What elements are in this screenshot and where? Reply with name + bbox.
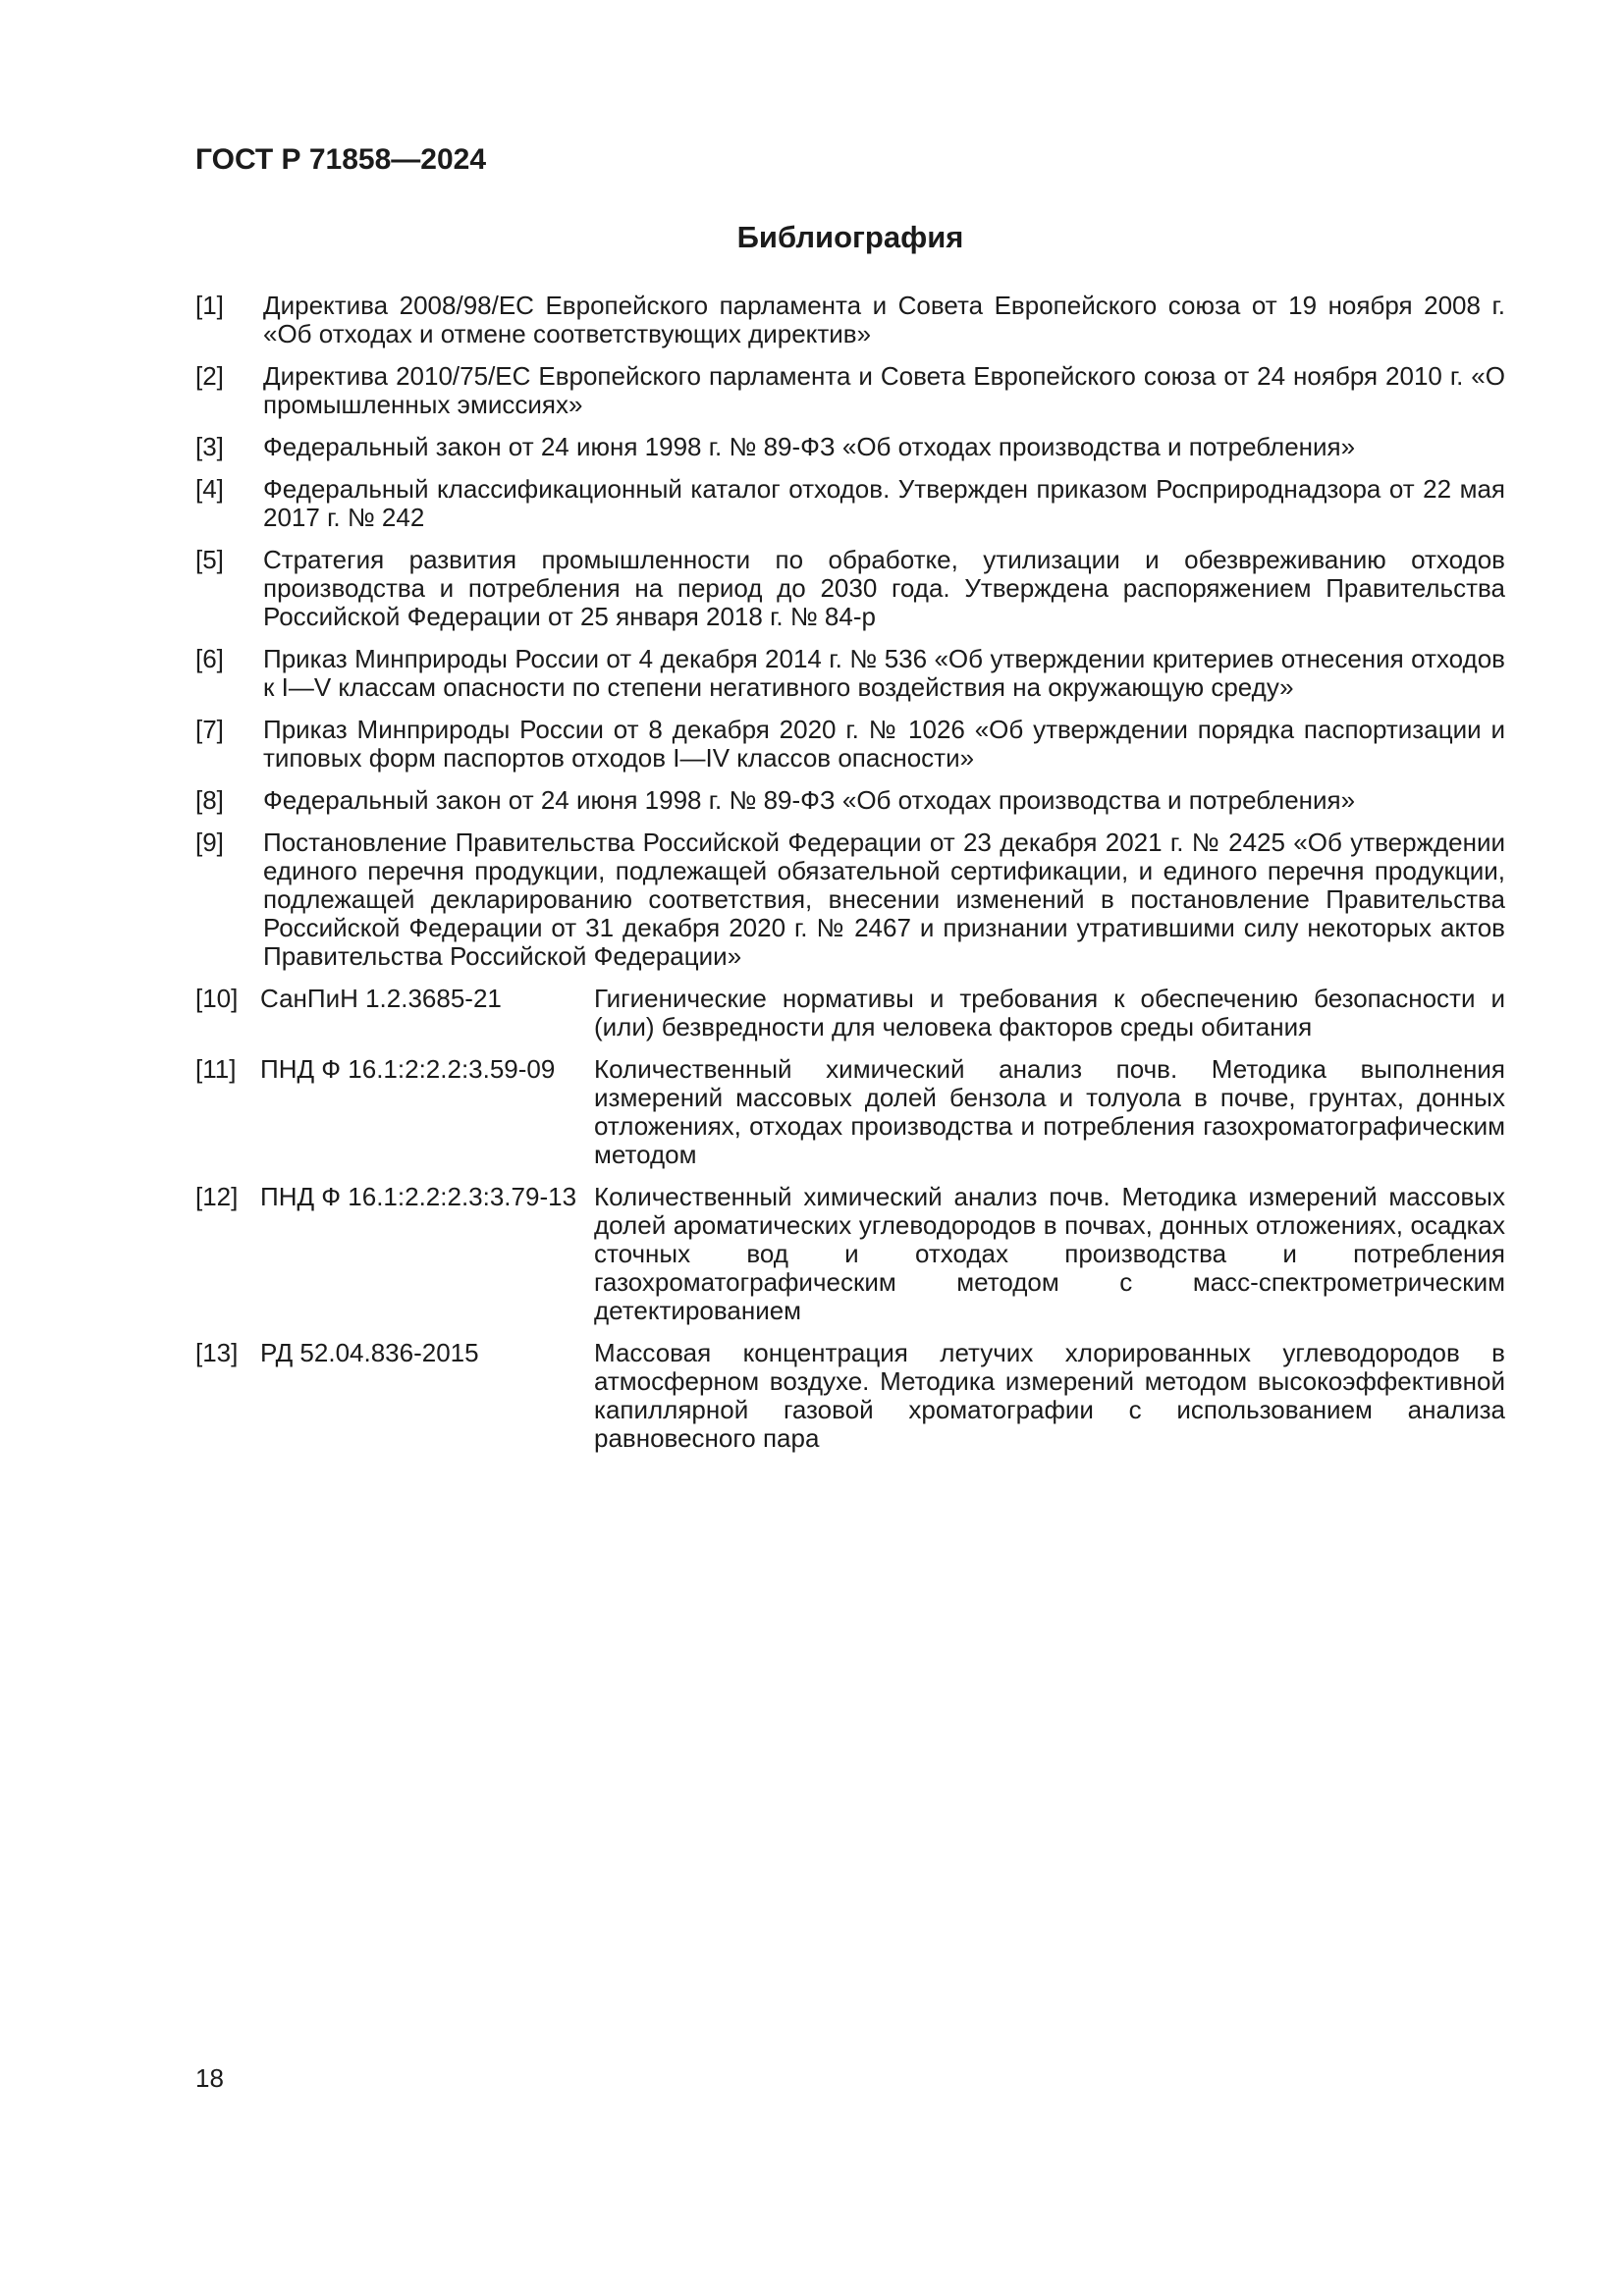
- item-designation: ПНД Ф 16.1:2:2.2:3.59-09: [260, 1054, 556, 1084]
- item-text: Количественный химический анализ почв. Методика измерений массовых долей ароматических углеводородов в почвах, донных отложениях, осадках сточных вод и отходах производства и потребления газохроматографическим методом с масс-спектрометрическим детектированием: [594, 1182, 1505, 1325]
- item-number: [13]: [195, 1338, 239, 1367]
- item-number: [3]: [195, 432, 224, 461]
- item-designation: СанПиН 1.2.3685-21: [260, 984, 502, 1013]
- item-number: [7]: [195, 715, 224, 744]
- item-text: Федеральный закон от 24 июня 1998 г. № 89-ФЗ «Об отходах производства и потребления»: [263, 432, 1356, 461]
- item-number: [1]: [195, 291, 224, 320]
- bibliography-item: [195, 546, 1505, 631]
- item-number: [5]: [195, 545, 224, 574]
- item-designation: ПНД Ф 16.1:2.2:2.3:3.79-13: [260, 1182, 577, 1211]
- bibliography-list: [195, 292, 1505, 1453]
- document-header: ГОСТ Р 71858—2024: [195, 143, 487, 176]
- item-text: Приказ Минприроды России от 4 декабря 2014 г. № 536 «Об утверждении критериев отнесения отходов к I—V классам опасности по степени негативного воздействия на окружающую среду»: [263, 644, 1505, 702]
- bibliography-item: [195, 1055, 1505, 1169]
- item-text: Стратегия развития промышленности по обработке, утилизации и обезвреживанию отходов производства и потребления на период до 2030 года. Утверждена распоряжением Правительства Российской Федерации от 25 января 2018 г. № 84-р: [263, 545, 1505, 631]
- bibliography-item: [195, 645, 1505, 702]
- item-number: [12]: [195, 1182, 239, 1211]
- bibliography-item: [195, 786, 1505, 815]
- bibliography-item: [195, 362, 1505, 419]
- bibliography-item: [195, 1339, 1505, 1453]
- item-designation: РД 52.04.836-2015: [260, 1338, 479, 1367]
- bibliography-item: [195, 828, 1505, 971]
- page-title: Библиография: [736, 220, 964, 254]
- bibliography-item: [195, 716, 1505, 773]
- item-number: [4]: [195, 474, 224, 504]
- item-text: Директива 2010/75/ЕС Европейского парламента и Совета Европейского союза от 24 ноября 2010 г. «О промышленных эмиссиях»: [263, 361, 1505, 419]
- item-text: Массовая концентрация летучих хлорированных углеводородов в атмосферном воздухе. Методика измерений методом высокоэффективной капиллярной газовой хроматографии с использованием анализа равновесного пара: [594, 1338, 1505, 1453]
- item-text: Директива 2008/98/ЕС Европейского парламента и Совета Европейского союза от 19 ноября 2008 г. «Об отходах и отмене соответствующих директив»: [263, 291, 1505, 348]
- item-text: Федеральный закон от 24 июня 1998 г. № 89-ФЗ «Об отходах производства и потребления»: [263, 785, 1356, 815]
- item-number: [8]: [195, 785, 224, 815]
- item-text: Гигиенические нормативы и требования к обеспечению безопасности и (или) безвредности для человека факторов среды обитания: [594, 984, 1505, 1041]
- item-text: Приказ Минприроды России от 8 декабря 2020 г. № 1026 «Об утверждении порядка паспортизации и типовых форм паспортов отходов I—IV классов опасности»: [263, 715, 1505, 773]
- bibliography-item: [195, 985, 1505, 1041]
- item-number: [2]: [195, 361, 224, 391]
- item-number: [6]: [195, 644, 224, 673]
- bibliography-item: [195, 433, 1505, 461]
- bibliography-item: [195, 1183, 1505, 1325]
- bibliography-item: [195, 475, 1505, 532]
- item-number: [11]: [195, 1054, 237, 1084]
- item-text: Постановление Правительства Российской Федерации от 23 декабря 2021 г. № 2425 «Об утверждении единого перечня продукции, подлежащей обязательной сертификации, и единого перечня продукции, подлежащей декларированию соответствия, внесении изменений в постановление Правительства Российской Федерации от 31 декабря 2020 г. № 2467 и признании утратившими силу некоторых актов Правительства Российской Федерации»: [263, 828, 1505, 971]
- item-text: Федеральный классификационный каталог отходов. Утвержден приказом Росприроднадзора от 22 мая 2017 г. № 242: [263, 474, 1505, 532]
- item-text: Количественный химический анализ почв. Методика выполнения измерений массовых долей бензола и толуола в почве, грунтах, донных отложениях, отходах производства и потребления газохроматографическим методом: [594, 1054, 1505, 1169]
- item-number: [9]: [195, 828, 224, 857]
- bibliography-item: [195, 292, 1505, 348]
- page-number: 18: [195, 2063, 224, 2093]
- item-number: [10]: [195, 984, 239, 1013]
